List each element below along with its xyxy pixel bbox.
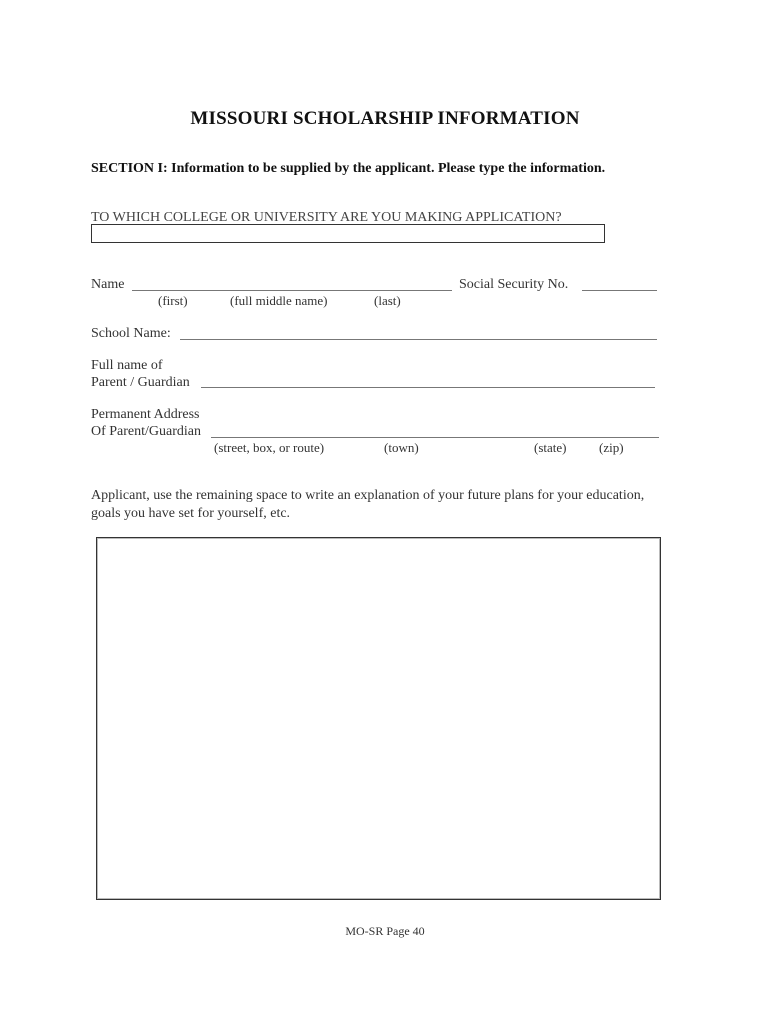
college-question-label: TO WHICH COLLEGE OR UNIVERSITY ARE YOU MAKING APPLICATION?: [91, 210, 562, 222]
college-input-field[interactable]: [91, 224, 605, 243]
parent-name-input-line[interactable]: [201, 387, 655, 388]
plans-text-area[interactable]: [96, 537, 661, 900]
name-label: Name: [91, 277, 125, 292]
ssn-label: Social Security No.: [459, 277, 569, 292]
address-sub-town: (town): [384, 440, 419, 455]
page-number-footer: MO-SR Page 40: [345, 924, 425, 938]
address-sub-zip: (zip): [599, 440, 624, 455]
section-heading: SECTION I: Information to be supplied by the applicant. Please type the information.: [91, 161, 606, 176]
address-input-line[interactable]: [211, 437, 659, 438]
parent-label-line1: Full name of: [91, 358, 163, 373]
name-sub-last: (last): [374, 293, 401, 308]
address-sub-state: (state): [534, 440, 567, 455]
form-title: MISSOURI SCHOLARSHIP INFORMATION: [190, 108, 580, 129]
address-label-line1: Permanent Address: [91, 407, 200, 422]
school-name-input-line[interactable]: [180, 339, 657, 340]
plans-instructions: Applicant, use the remaining space to write an explanation of your future plans for your education, goals you have set for yourself, etc.: [91, 488, 645, 521]
address-label-line2: Of Parent/Guardian: [91, 424, 202, 439]
ssn-input-line[interactable]: [582, 290, 657, 291]
parent-label-line2: Parent / Guardian: [91, 375, 190, 390]
name-sub-first: (first): [158, 293, 188, 308]
name-sub-middle: (full middle name): [230, 293, 328, 308]
name-input-line[interactable]: [132, 290, 452, 291]
school-name-label: School Name:: [91, 326, 171, 341]
address-sub-street: (street, box, or route): [214, 440, 325, 455]
